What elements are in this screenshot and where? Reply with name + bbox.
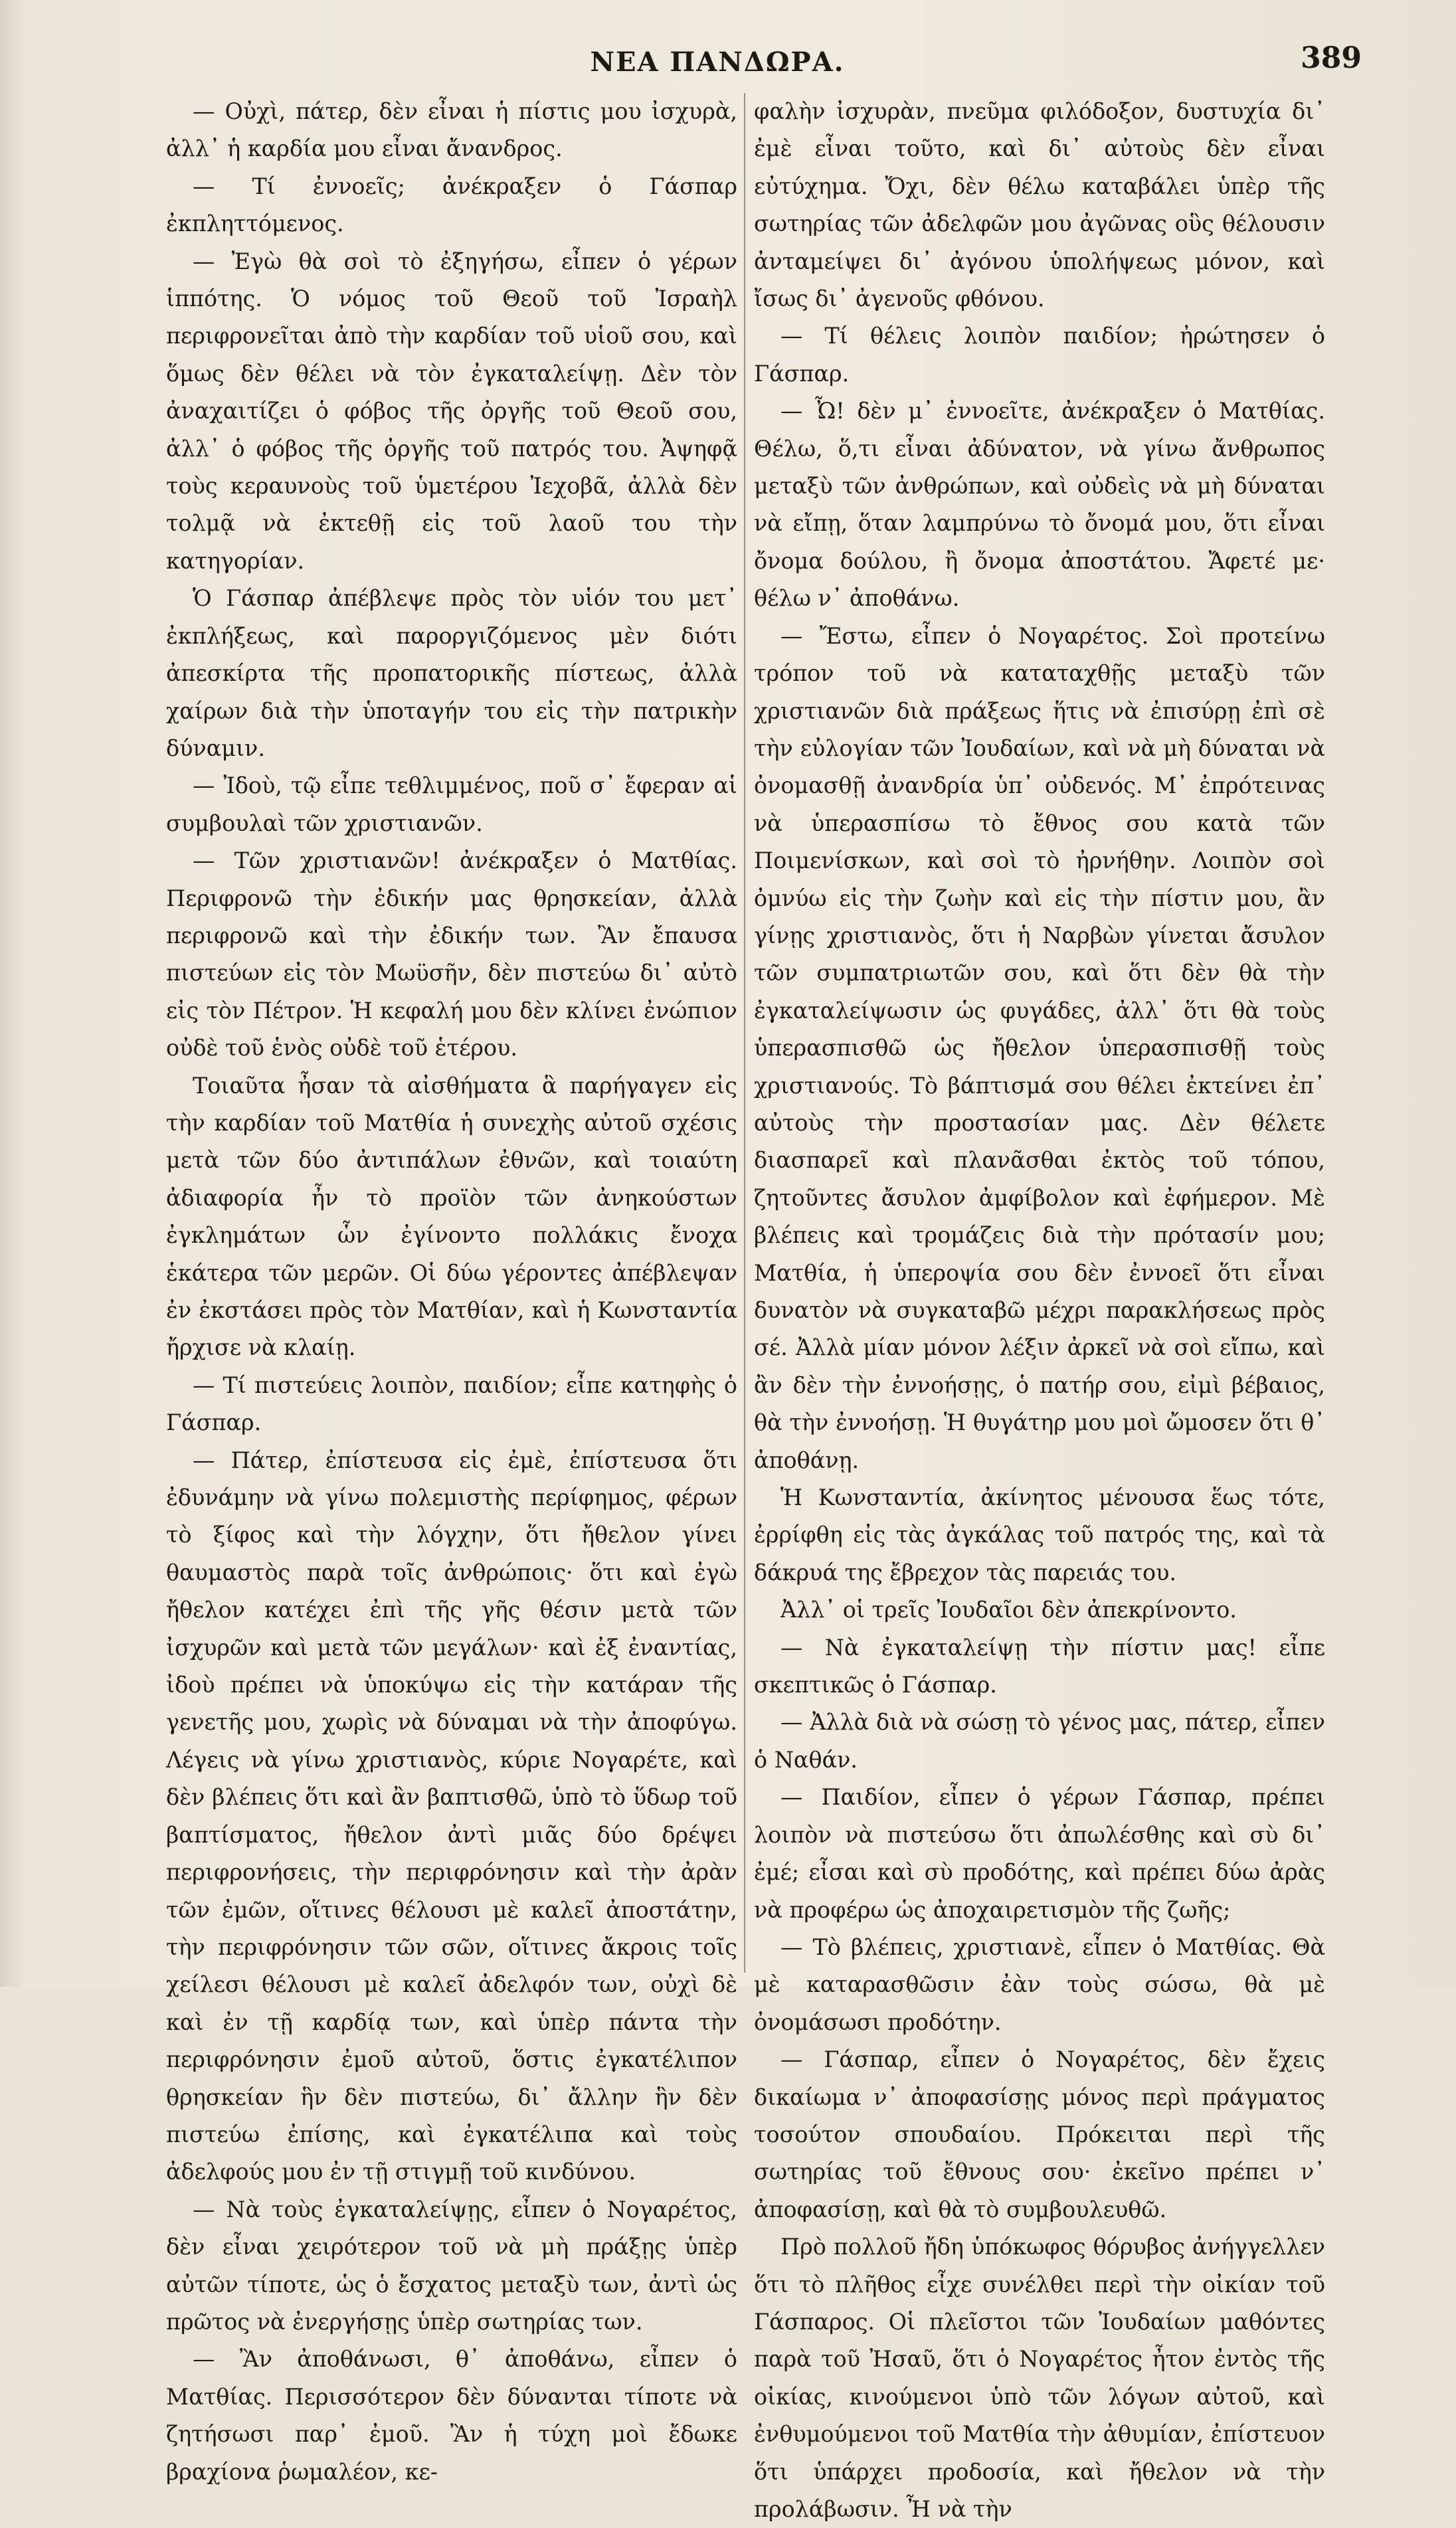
paragraph: — Παιδίον, εἶπεν ὁ γέρων Γάσπαρ, πρέπει λοιπὸν νὰ πιστεύσω ὅτι ἀπωλέσθης καὶ σὺ δι᾽ ἐμέ; εἶσαι καὶ σὺ προδότης, καὶ πρέπει δύω ἀρὰς νὰ προφέρω ὡς ἀποχαιρετισμὸν τῆς ζωῆς;: [754, 1784, 1325, 1923]
column-divider: [744, 93, 745, 1973]
paragraph: φαλὴν ἰσχυρὰν, πνεῦμα φιλόδοξον, δυστυχία δι᾽ ἐμὲ εἶναι τοῦτο, καὶ δι᾽ αὐτοὺς δὲν εἶναι εὐτύχημα. Ὄχι, δὲν θέλω καταβάλει ὑπὲρ τῆς σωτηρίας τῶν ἀδελφῶν μου ἀγῶνας οὓς θέλουσιν ἀνταμείψει δι᾽ ἀγόνου ὑπολήψεως μόνον, καὶ ἴσως δι᾽ ἀγενοῦς φθόνου.: [754, 98, 1325, 312]
paragraph: Πρὸ πολλοῦ ἤδη ὑπόκωφος θόρυβος ἀνήγγελλεν ὅτι τὸ πλῆθος εἶχε συνέλθει περὶ τὴν οἰκίαν τοῦ Γάσπαρος. Οἱ πλεῖστοι τῶν Ἰουδαίων μαθόντες παρὰ τοῦ Ἠσαῦ, ὅτι ὁ Νογαρέτος ἦτον ἐντὸς τῆς οἰκίας, κινούμενοι ὑπὸ τῶν λόγων αὐτοῦ, καὶ ἐνθυμούμενοι τοῦ Ματθία τὴν ἀθυμίαν, ἐπίστευον ὅτι ὑπάρχει προδοσία, καὶ ἤθελον νὰ τὴν προλάβωσιν. Ἦ νὰ τὴν: [754, 2234, 1325, 2522]
paragraph: Ἀλλ᾽ οἱ τρεῖς Ἰουδαῖοι δὲν ἀπεκρίνοντο.: [780, 1597, 1237, 1623]
paragraph: — Νὰ τοὺς ἐγκαταλείψῃς, εἶπεν ὁ Νογαρέτος, δὲν εἶναι χειρότερον τοῦ νὰ μὴ πράξῃς ὑπὲρ αὐτῶν τίποτε, ὡς ὁ ἔσχατος μεταξὺ των, ἀντὶ ὡς πρῶτος νὰ ἐνεργήσῃς ὑπὲρ σωτηρίας των.: [166, 2196, 737, 2335]
paragraph: Ἡ Κωνσταντία, ἀκίνητος μένουσα ἕως τότε, ἐρρίφθη εἰς τὰς ἀγκάλας τοῦ πατρός της, καὶ τὰ δάκρυά της ἔβρεχον τὰς παρειάς του.: [754, 1485, 1325, 1585]
running-title: ΝΕΑ ΠΑΝΔΩΡΑ.: [590, 46, 845, 78]
paragraph: — Ἂν ἀποθάνωσι, θ᾽ ἀποθάνω, εἶπεν ὁ Ματθίας. Περισσότερον δὲν δύνανται τίποτε νὰ ζητήσωσι παρ᾽ ἐμοῦ. Ἂν ἡ τύχη μοὶ ἔδωκε βραχίονα ῥωμαλέον, κε-: [166, 2346, 737, 2485]
paragraph: — Τὸ βλέπεις, χριστιανὲ, εἶπεν ὁ Ματθίας. Θὰ μὲ καταρασθῶσιν ἐὰν τοὺς σώσω, θὰ μὲ ὀνομάσωσι προδότην.: [754, 1934, 1325, 2035]
paragraph: — Νὰ ἐγκαταλείψῃ τὴν πίστιν μας! εἶπε σκεπτικῶς ὁ Γάσπαρ.: [754, 1634, 1325, 1698]
paragraph: Τοιαῦτα ἦσαν τὰ αἰσθήματα ἃ παρήγαγεν εἰς τὴν καρδίαν τοῦ Ματθία ἡ συνεχὴς αὐτοῦ σχέσις μετὰ τῶν δύο ἀντιπάλων ἐθνῶν, καὶ τοιαύτη ἀδιαφορία ἦν τὸ προϊὸν τῶν ἀνηκούστων ἐγκλημάτων ὧν ἐγίνοντο πολλάκις ἔνοχα ἑκάτερα τῶν μερῶν. Οἱ δύω γέροντες ἀπέβλεψαν ἐν ἐκστάσει πρὸς τὸν Ματθίαν, καὶ ἡ Κωνσταντία ἤρχισε νὰ κλαίῃ.: [166, 1072, 737, 1361]
paragraph: — Τί πιστεύεις λοιπὸν, παιδίον; εἶπε κατηφὴς ὁ Γάσπαρ.: [166, 1372, 737, 1436]
page-header: [0, 32, 1456, 78]
paragraph: — Ἀλλὰ διὰ νὰ σώσῃ τὸ γένος μας, πάτερ, εἶπεν ὁ Ναθάν.: [754, 1709, 1325, 1773]
paragraph: — Ἰδοὺ, τῷ εἶπε τεθλιμμένος, ποῦ σ᾽ ἔφεραν αἱ συμβουλαὶ τῶν χριστιανῶν.: [166, 772, 737, 836]
left-column: [166, 93, 737, 2485]
right-column: [754, 93, 1325, 2522]
paragraph: — Οὐχὶ, πάτερ, δὲν εἶναι ἡ πίστις μου ἰσχυρὰ, ἀλλ᾽ ἡ καρδία μου εἶναι ἄνανδρος.: [166, 98, 737, 162]
paragraph: — Ἔστω, εἶπεν ὁ Νογαρέτος. Σοὶ προτείνω τρόπον τοῦ νὰ καταταχθῇς μεταξὺ τῶν χριστιανῶν διὰ πράξεως ἥτις νὰ ἐπισύρῃ ἐπὶ σὲ τὴν εὐλογίαν τῶν Ἰουδαίων, καὶ νὰ μὴ δύναται νὰ ὀνομασθῇ ἀνανδρία ὑπ᾽ οὐδενός. Μ᾽ ἐπρότεινας νὰ ὑπερασπίσω τὸ ἔθνος σου κατὰ τῶν Ποιμενίσκων, καὶ σοὶ τὸ ἠρνήθην. Λοιπὸν σοὶ ὀμνύω εἰς τὴν ζωὴν καὶ εἰς τὴν πίστιν μου, ἂν γίνῃς χριστιανὸς, ὅτι ἡ Ναρβὼν γίνεται ἄσυλον τῶν συμπατριωτῶν σου, καὶ ὅτι δὲν θὰ τὴν ἐγκαταλείψωσιν ὡς φυγάδες, ἀλλ᾽ ὅτι θὰ τοὺς ὑπερασπισθῶ ὡς ἤθελον ὑπερασπισθῇ τοὺς χριστιανούς. Τὸ βάπτισμά σου θέλει ἐκτείνει ἐπ᾽ αὐτοὺς τὴν προστασίαν μας. Δὲν θέλετε διασπαρεῖ καὶ πλανᾶσθαι ἐκτὸς τοῦ τόπου, ζητοῦντες ἄσυλον ἀμφίβολον καὶ ἐφήμερον. Μὲ βλέπεις καὶ τρομάζεις διὰ τὴν πρότασίν μου; Ματθία, ἡ ὑπεροψία σου δὲν ἐννοεῖ ὅτι εἶναι δυνατὸν νὰ συγκαταβῶ μέχρι παρακλήσεως πρὸς σέ. Ἀλλὰ μίαν μόνον λέξιν ἀρκεῖ νὰ σοὶ εἴπω, καὶ ἂν δὲν τὴν ἐννοήσῃς, ὁ πατήρ σου, εἰμὶ βέβαιος, θὰ τὴν ἐννοήσῃ. Ἡ θυγάτηρ μου μοὶ ὤμοσεν ὅτι θ᾽ ἀποθάνῃ.: [754, 622, 1325, 1473]
page-number: 389: [1301, 41, 1362, 75]
paragraph: — Πάτερ, ἐπίστευσα εἰς ἐμὲ, ἐπίστευσα ὅτι ἐδυνάμην νὰ γίνω πολεμιστὴς περίφημος, φέρων τὸ ξίφος καὶ τὴν λόγχην, ὅτι ἤθελον γίνει θαυμαστὸς παρὰ τοῖς ἀνθρώποις· ὅτι καὶ ἐγὼ ἤθελον κατέχει ἐπὶ τῆς γῆς θέσιν μετὰ τῶν ἰσχυρῶν καὶ μετὰ τῶν μεγάλων· καὶ ἐξ ἐναντίας, ἰδοὺ πρέπει νὰ ὑποκύψω εἰς τὴν κατάραν τῆς γενετῆς μου, χωρὶς νὰ δύναμαι νὰ τὴν ἀποφύγω. Λέγεις νὰ γίνω χριστιανὸς, κύριε Νογαρέτε, καὶ δὲν βλέπεις ὅτι καὶ ἂν βαπτισθῶ, ὑπὸ τὸ ὕδωρ τοῦ βαπτίσματος, ἤθελον ἀντὶ μιᾶς δύο δρέψει περιφρονήσεις, τὴν περιφρόνησιν καὶ τὴν ἀρὰν τῶν ἐμῶν, οἵτινες θέλουσι μὲ καλεῖ ἀποστάτην, τὴν περιφρόνησιν τῶν σῶν, οἵτινες ἄκροις τοῖς χείλεσι θέλουσι μὲ καλεῖ ἀδελφόν των, οὐχὶ δὲ καὶ ἐν τῇ καρδίᾳ των, καὶ ὑπὲρ πάντα τὴν περιφρόνησιν ἐμοῦ αὐτοῦ, ὅστις ἐγκατέλιπον θρησκείαν ἣν δὲν πιστεύω, δι᾽ ἄλλην ἣν δὲν πιστεύω ἐπίσης, καὶ ἐγκατέλιπα καὶ τοὺς ἀδελφούς μου ἐν τῇ στιγμῇ τοῦ κινδύνου.: [166, 1447, 737, 2185]
paragraph: — Γάσπαρ, εἶπεν ὁ Νογαρέτος, δὲν ἔχεις δικαίωμα ν᾽ ἀποφασίσῃς μόνος περὶ πράγματος τοσούτον σπουδαίου. Πρόκειται περὶ τῆς σωτηρίας τοῦ ἔθνους σου· ἐκεῖνο πρέπει ν᾽ ἀποφασίσῃ, καὶ θὰ τὸ συμβουλευθῶ.: [754, 2046, 1325, 2222]
paragraph: — Ἐγὼ θὰ σοὶ τὸ ἐξηγήσω, εἶπεν ὁ γέρων ἱππότης. Ὁ νόμος τοῦ Θεοῦ τοῦ Ἰσραὴλ περιφρονεῖται ἀπὸ τὴν καρδίαν τοῦ υἱοῦ σου, καὶ ὅμως δὲν θέλει νὰ τὸν ἐγκαταλείψῃ. Δὲν τὸν ἀναχαιτίζει ὁ φόβος τῆς ὀργῆς τοῦ Θεοῦ σου, ἀλλ᾽ ὁ φόβος τῆς ὀργῆς τοῦ πατρός του. Ἀψηφᾷ τοὺς κεραυνοὺς τοῦ ὑμετέρου Ἰεχοβᾶ, ἀλλὰ δὲν τολμᾷ νὰ ἐκτεθῇ εἰς τοῦ λαοῦ του τὴν κατηγορίαν.: [166, 248, 737, 574]
paragraph: — Τί ἐννοεῖς; ἀνέκραξεν ὁ Γάσπαρ ἐκπληττόμενος.: [166, 173, 737, 237]
paragraph: Ὁ Γάσπαρ ἀπέβλεψε πρὸς τὸν υἱόν του μετ᾽ ἐκπλήξεως, καὶ παροργιζόμενος μὲν διότι ἀπεσκίρτα τῆς προπατορικῆς πίστεως, ἀλλὰ χαίρων διὰ τὴν ὑποταγήν του εἰς τὴν πατρικὴν δύναμιν.: [166, 585, 737, 761]
paragraph: — Ὦ! δὲν μ᾽ ἐννοεῖτε, ἀνέκραξεν ὁ Ματθίας. Θέλω, ὅ,τι εἶναι ἀδύνατον, νὰ γίνω ἄνθρωπος μεταξὺ τῶν ἀνθρώπων, καὶ οὐδεὶς νὰ μὴ δύναται νὰ εἴπῃ, ὅταν λαμπρύνω τὸ ὄνομά μου, ὅτι εἶναι ὄνομα δούλου, ἢ ὄνομα ἀποστάτου. Ἄφετέ με· θέλω ν᾽ ἀποθάνω.: [754, 398, 1325, 612]
paragraph: — Τῶν χριστιανῶν! ἀνέκραξεν ὁ Ματθίας. Περιφρονῶ τὴν ἐδικήν μας θρησκείαν, ἀλλὰ περιφρονῶ καὶ τὴν ἐδικήν των. Ἂν ἔπαυσα πιστεύων εἰς τὸν Μωϋσῆν, δὲν πιστεύω δι᾽ αὐτὸ εἰς τὸν Πέτρον. Ἡ κεφαλή μου δὲν κλίνει ἐνώπιον οὐδὲ τοῦ ἑνὸς οὐδὲ τοῦ ἑτέρου.: [166, 848, 737, 1061]
paragraph: — Τί θέλεις λοιπὸν παιδίον; ἠρώτησεν ὁ Γάσπαρ.: [754, 323, 1325, 387]
